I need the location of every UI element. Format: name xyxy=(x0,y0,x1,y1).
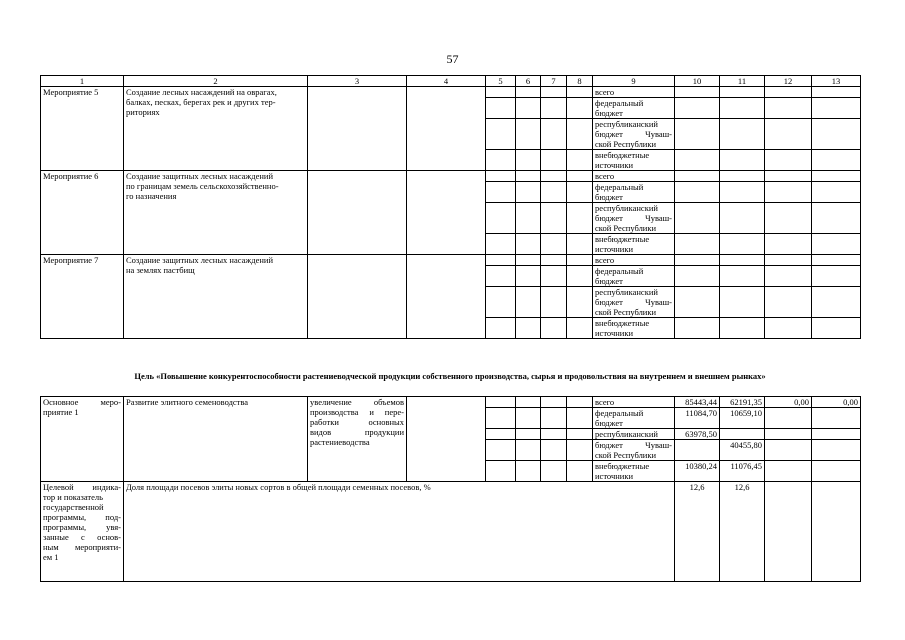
source-label: республиканский бюджет Чуваш- ской Республики xyxy=(593,119,675,150)
source-label: федеральный бюджет xyxy=(593,98,675,119)
indicator-value: 12,6 xyxy=(720,482,765,582)
amount-cell: 63978,50 xyxy=(675,429,720,440)
measures-table xyxy=(40,75,861,339)
source-label: внебюджетные источники xyxy=(593,234,675,255)
source-label: республиканский бюджет Чуваш- ской Республики xyxy=(593,287,675,318)
amount-cell: 10659,10 xyxy=(720,408,765,429)
table-row xyxy=(41,397,861,408)
measure-name: Мероприятие 7 xyxy=(41,255,124,339)
source-label: федеральный бюджет xyxy=(593,408,675,429)
indicator-label: Целевой индика- тор и показатель государственной программы, под- программы, увя- занные с основ- ным мероприяти- ем 1 xyxy=(41,482,124,582)
amount-cell: 40455,80 xyxy=(720,440,765,461)
source-label: всего xyxy=(593,87,675,98)
measure-name: Мероприятие 6 xyxy=(41,171,124,255)
main-event-result: увеличение объемов производства и пере- работки основных видов продукции растениеводства xyxy=(308,397,407,482)
amount-cell: 62191,35 xyxy=(720,397,765,408)
main-event-desc: Развитие элитного семеноводства xyxy=(124,397,308,482)
amount-cell: 11076,45 xyxy=(720,461,765,482)
column-header: 13 xyxy=(812,76,861,87)
table-row xyxy=(41,482,861,582)
column-header: 3 xyxy=(308,76,407,87)
indicator-value: 12,6 xyxy=(675,482,720,582)
source-label: федеральный бюджет xyxy=(593,182,675,203)
indicator-text: Доля площади посевов элиты новых сортов в общей площади семенных посевов, % xyxy=(124,482,675,582)
source-label: всего xyxy=(593,255,675,266)
column-header: 5 xyxy=(486,76,516,87)
source-label: всего xyxy=(593,171,675,182)
column-header: 4 xyxy=(407,76,486,87)
column-header: 10 xyxy=(675,76,720,87)
source-label: бюджет Чуваш- ской Республики xyxy=(593,440,675,461)
main-event-table xyxy=(40,396,861,582)
source-label: внебюджетные источники xyxy=(593,150,675,171)
page-number: 57 xyxy=(446,52,459,66)
source-label: внебюджетные источники xyxy=(593,461,675,482)
column-header: 11 xyxy=(720,76,765,87)
amount-cell: 11084,70 xyxy=(675,408,720,429)
column-header: 8 xyxy=(567,76,593,87)
source-label: федеральный бюджет xyxy=(593,266,675,287)
source-label: республиканский бюджет Чуваш- ской Республики xyxy=(593,203,675,234)
amount-cell: 0,00 xyxy=(812,397,861,408)
measure-desc: Создание лесных насаждений на оврагах, балках, песках, берегах рек и других тер- риториях xyxy=(124,87,308,171)
amount-cell: 85443,44 xyxy=(675,397,720,408)
source-label: внебюджетные источники xyxy=(593,318,675,339)
column-header: 7 xyxy=(541,76,567,87)
amount-cell: 0,00 xyxy=(765,397,812,408)
column-header: 6 xyxy=(516,76,541,87)
amount-cell: 10380,24 xyxy=(675,461,720,482)
main-event-name: Основное меро- приятие 1 xyxy=(41,397,124,482)
table-row xyxy=(41,171,861,182)
column-header: 12 xyxy=(765,76,812,87)
column-header-row xyxy=(41,76,861,87)
column-header: 2 xyxy=(124,76,308,87)
column-header: 1 xyxy=(41,76,124,87)
measure-name: Мероприятие 5 xyxy=(41,87,124,171)
measure-desc: Создание защитных лесных насаждений по границам земель сельскохозяйственно- го назначения xyxy=(124,171,308,255)
source-label: всего xyxy=(593,397,675,408)
table-row xyxy=(41,87,861,98)
column-header: 9 xyxy=(593,76,675,87)
source-label: республиканский xyxy=(593,429,675,440)
table-row xyxy=(41,255,861,266)
goal-title: Цель «Повышение конкурентоспособности растениеводческой продукции собственного производства, сырья и продовольствия на внутреннем и внешнем рынках» xyxy=(134,371,766,381)
measure-desc: Создание защитных лесных насаждений на землях пастбищ xyxy=(124,255,308,339)
